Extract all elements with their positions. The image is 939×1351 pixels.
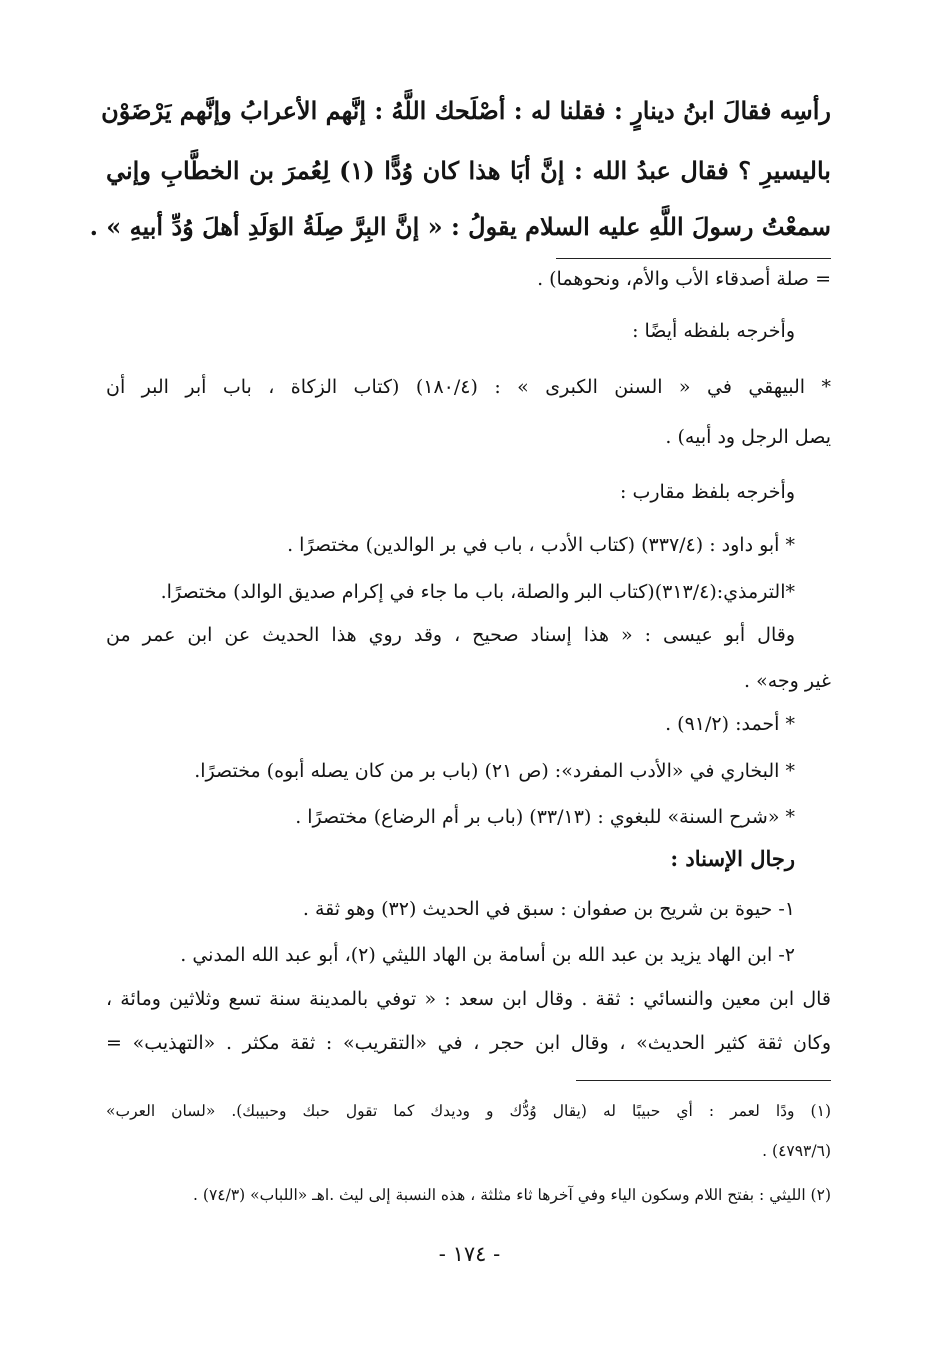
main-text-line-3: سمعْتُ رسولَ اللَّهِ عليه السلام يقولُ : « إنَّ البِرَّ صِلَةُ الوَلَدِ أهلَ وُدِّ أبيهِ » . (89, 212, 831, 241)
body-line-1: = صلة أصدقاء الأب والأم، ونحوهما) . (537, 268, 831, 290)
footnote-separator (576, 1080, 831, 1081)
body-line-8: وقال أبو عيسى : « هذا إسناد صحيح ، وقد روي هذا الحديث عن ابن عمر من (106, 624, 795, 646)
body-line-17: وكان ثقة كثير الحديث» ، وقال ابن حجر ، في «التقريب» : ثقة مكثر . «التهذيب» = (106, 1032, 831, 1054)
body-line-9: غير وجه» . (743, 670, 831, 692)
body-line-5: وأخرجه بلفظ مقارب : (620, 481, 795, 503)
body-line-3: * البيهقي في « السنن الكبرى » : (١٨٠/٤) (كتاب الزكاة ، باب أبر البر أن (106, 376, 831, 398)
footnote-2: (٢) الليثي : بفتح اللام وسكون الياء وفي آخرها ثاء مثلثة ، هذه النسبة إلى ليث .اهـ «اللباب» (٧٤/٣) . (193, 1186, 831, 1204)
body-line-7: *الترمذي:(٣١٣/٤)(كتاب البر والصلة، باب ما جاء في إكرام صديق الوالد) مختصرًا. (160, 581, 795, 603)
footnote-1-line-2: (٤٧٩٣/٦) . (762, 1142, 831, 1160)
body-line-16: قال ابن معين والنسائي : ثقة . وقال ابن سعد : « توفي بالمدينة سنة تسع وثلاثين ومائة ، (106, 988, 831, 1010)
body-line-14: ١- حيوة بن شريح بن صفوان : سبق في الحديث (٣٢) وهو ثقة . (302, 898, 795, 920)
body-line-11: * البخاري في «الأدب المفرد»: (ص ٢١) (باب بر من كان يصله أبوه) مختصرًا. (194, 760, 795, 782)
page-number: - ١٧٤ - (438, 1242, 501, 1266)
footnote-1-line-1: (١) ودًا لعمر : أي حبيبًا له (يقال وُدُّك و وديدك كما تقول حبك وحبيبك). «لسان العرب» (106, 1102, 831, 1120)
body-line-2: وأخرجه بلفظه أيضًا : (632, 320, 795, 342)
main-text-line-1: رأسِه فقالَ ابنُ دينارٍ : فقلنا له : أصْلَحك اللَّهُ : إنَّهم الأعرابُ وإنَّهم يَرْضَوْن (101, 96, 831, 125)
body-line-12: * «شرح السنة» للبغوي : (٣٣/١٣) (باب بر أم الرضاع) مختصرًا . (295, 806, 795, 828)
body-line-4: يصل الرجل ود أبيه) . (665, 426, 831, 448)
body-line-10: * أحمد: (٩١/٢) . (665, 713, 795, 735)
section-heading-rijal: رجال الإسناد : (670, 846, 795, 871)
main-text-line-2: باليسيرِ ؟ فقال عبدُ الله : إنَّ أبَا هذا كان وُدًّا (١) لِعُمرَ بن الخطَّابِ وإني (106, 156, 831, 185)
body-line-6: * أبو داود : (٣٣٧/٤) (كتاب الأدب ، باب في بر الوالدين) مختصرًا . (287, 534, 795, 556)
body-line-15: ٢- ابن الهاد يزيد بن عبد الله بن أسامة بن الهاد الليثي (٢)، أبو عبد الله المدني . (180, 944, 795, 966)
main-text-separator (556, 258, 831, 259)
